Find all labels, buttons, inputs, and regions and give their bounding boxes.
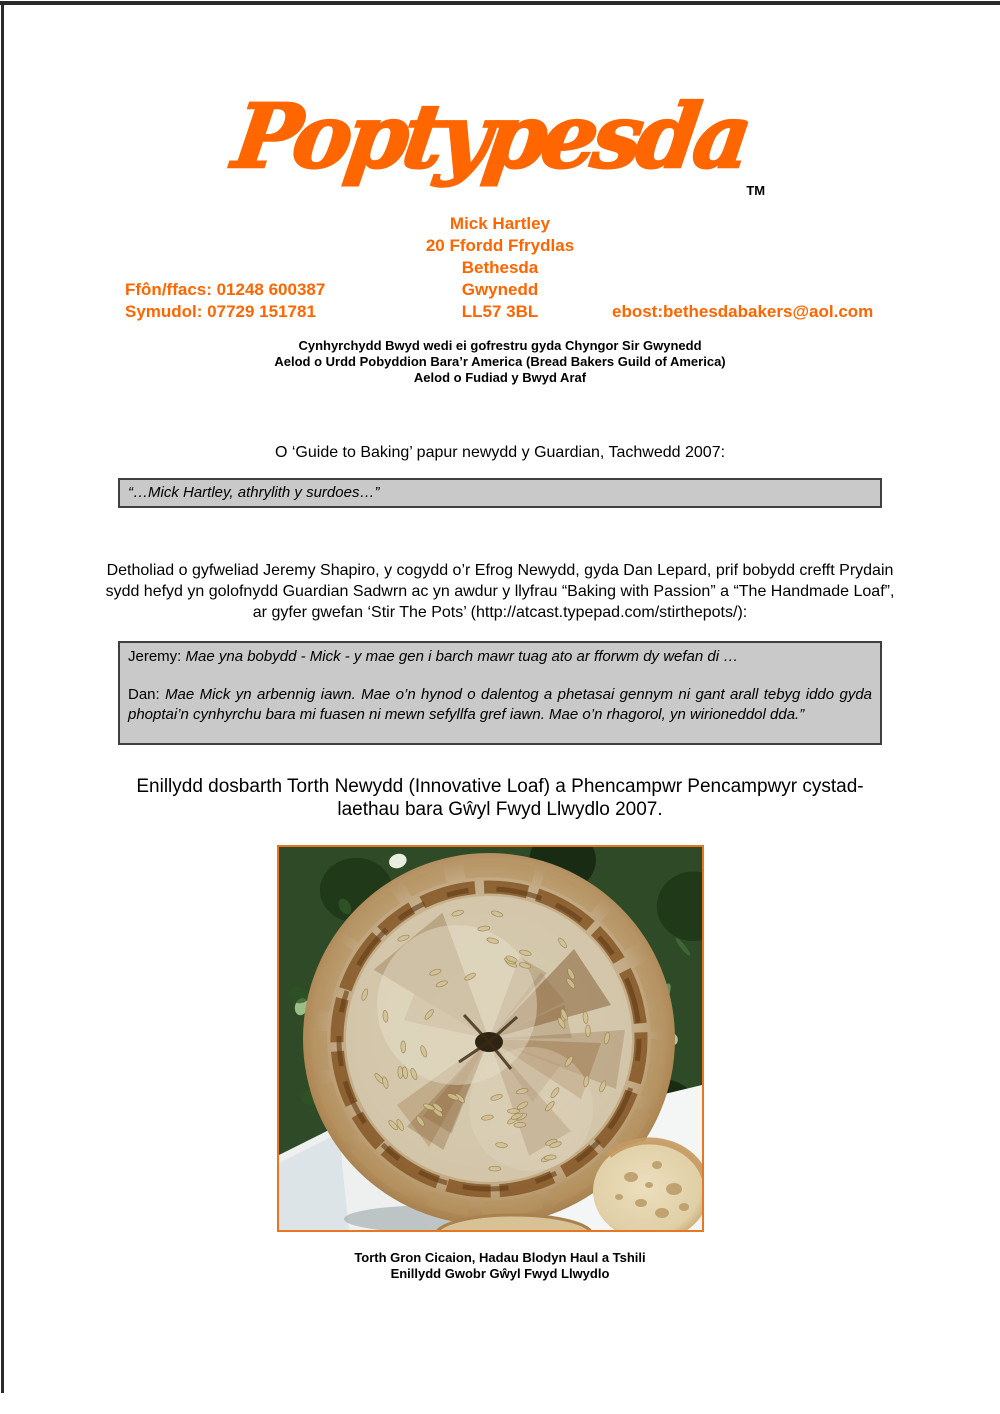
contact-postcode: LL57 3BL xyxy=(461,302,539,321)
page-border-left xyxy=(1,1,4,1393)
contact-phone-fax: Ffôn/ffacs: 01248 600387 xyxy=(125,280,326,299)
interview-intro-paragraph: Detholiad o gyfweliad Jeremy Shapiro, y cogydd o’r Efrog Newydd, gyda Dan Lepard, prif bobydd crefft Prydain sydd hefyd yn golofnydd Guardian Sadwrn ac yn awdur y llyfrau “Baking with Passion” a “The Handmade Loaf”, ar gyfer gwefan ‘Stir The Pots’ (http://atcast.typepad.com/stirthepots/): xyxy=(105,562,895,621)
award-heading-line: laethau bara Gŵyl Fwyd Llwydlo 2007. xyxy=(337,799,663,820)
jeremy-quote-text: Mae yna bobydd - Mick - y mae gen i barch mawr tuag ato ar fforwm dy wefan di … xyxy=(185,648,739,665)
page-border-top xyxy=(0,1,1000,5)
dan-speaker-label: Dan: xyxy=(128,686,166,703)
jeremy-quote-line xyxy=(128,647,872,667)
photo-caption xyxy=(0,1250,1000,1282)
guardian-intro-line: O ‘Guide to Baking’ papur newydd y Guardian, Tachwedd 2007: xyxy=(274,444,726,461)
credential-line: Aelod o Urdd Pobyddion Bara’r America (Bread Bakers Guild of America) xyxy=(274,354,726,369)
press-quote-box xyxy=(118,478,882,508)
contact-town: Bethesda xyxy=(461,258,539,277)
dan-quote-line xyxy=(128,685,872,725)
contact-county: Gwynedd xyxy=(461,280,539,299)
bread-photo-illustration xyxy=(279,847,702,1230)
photo-caption-line: Torth Gron Cicaion, Hadau Blodyn Haul a Tshili xyxy=(354,1250,646,1265)
logo-wordmark: Poptypesda xyxy=(227,84,754,188)
photo-caption-line: Enillydd Gwobr Gŵyl Fwyd Llwydlo xyxy=(390,1266,610,1281)
bread-photo xyxy=(277,845,704,1232)
contact-email: ebost:bethesdabakers@aol.com xyxy=(612,302,874,321)
credentials-block xyxy=(0,338,1000,386)
contact-mobile: Symudol: 07729 151781 xyxy=(125,302,316,321)
interview-quote-box xyxy=(118,641,882,745)
logo xyxy=(0,84,1000,198)
trademark-symbol: TM xyxy=(746,183,766,198)
contact-phone-block xyxy=(125,279,325,323)
jeremy-speaker-label: Jeremy: xyxy=(128,648,186,665)
award-heading-line: Enillydd dosbarth Torth Newydd (Innovative Loaf) a Phencampwr Pencampwyr cystad- xyxy=(136,776,864,797)
credential-line: Aelod o Fudiad y Bwyd Araf xyxy=(413,370,587,385)
credential-line: Cynhyrchydd Bwyd wedi ei gofrestru gyda Chyngor Sir Gwynedd xyxy=(298,338,702,353)
contact-name: Mick Hartley xyxy=(449,214,551,233)
bread-slice xyxy=(593,1141,702,1230)
contact-street: 20 Ffordd Ffrydlas xyxy=(425,236,575,255)
award-heading xyxy=(60,775,940,821)
press-quote-text: “…Mick Hartley, athrylith y surdoes…” xyxy=(128,484,380,501)
dan-quote-text: Mae Mick yn arbennig iawn. Mae o’n hynod o dalentog a phetasai gennym ni gant arall tebyg iddo gyda phoptai’n cynhyrchu bara mi fuasen ni mewn sefyllfa gref iawn. Mae o’n rhagorol, yn wirioneddol dda.” xyxy=(128,686,873,723)
